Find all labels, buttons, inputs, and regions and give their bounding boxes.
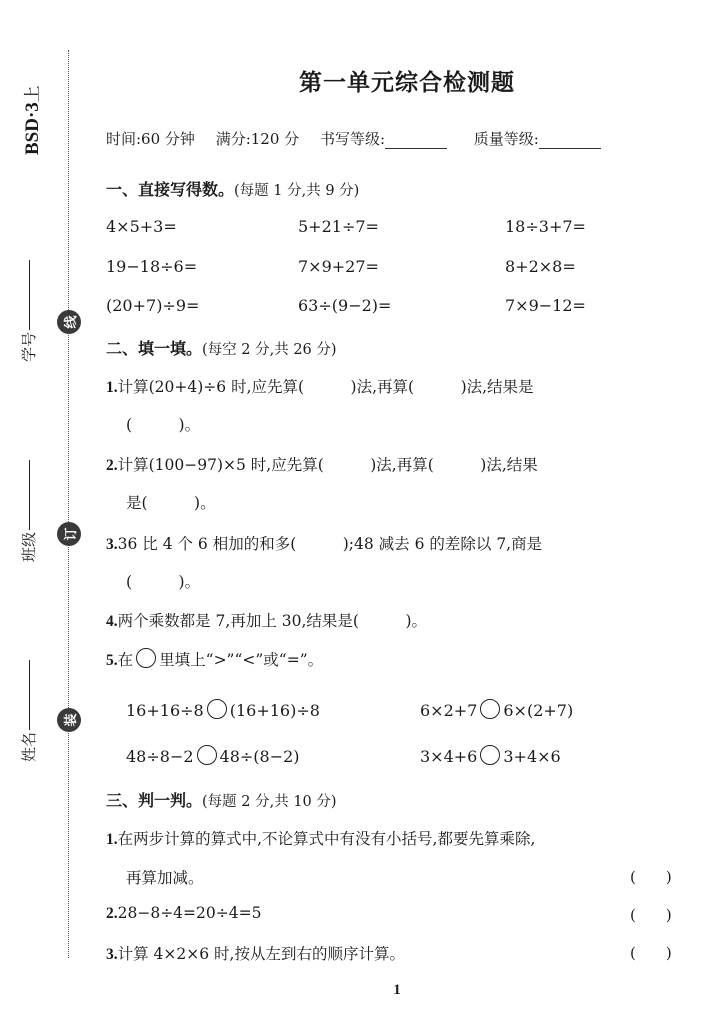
fill-item-5: 5.在 里填上“>”“<”或“=”。 <box>106 648 323 670</box>
compare-item: 16+16÷8 (16+16)÷8 <box>126 701 320 720</box>
calc-item: 7×9−12= <box>505 296 586 315</box>
fill-item-2: 2.计算(100−97)×5 时,应先算( )法,再算( )法,结果 <box>106 456 538 474</box>
page-title: 第一单元综合检测题 <box>299 70 515 96</box>
section3-heading: 三、判一判。(每题 2 分,共 10 分) <box>106 791 337 810</box>
page-number: 1 <box>393 982 401 998</box>
calc-item: 63÷(9−2)= <box>298 296 392 315</box>
calc-item: 19−18÷6= <box>106 257 198 276</box>
compare-circle[interactable] <box>480 699 500 719</box>
binding-dotted-line <box>68 50 69 958</box>
compare-circle[interactable] <box>480 745 500 765</box>
quality-grade-blank[interactable] <box>539 134 601 149</box>
judge-item-1: 1.在两步计算的算式中,不论算式中有没有小括号,都要先算乘除, <box>106 830 536 848</box>
binding-mark-line: 线 <box>57 310 81 334</box>
exam-info <box>106 128 601 149</box>
fill-item-3: 3.36 比 4 个 6 相加的和多( );48 减去 6 的差除以 7,商是 <box>106 535 543 553</box>
calc-item: 5+21÷7= <box>298 217 379 236</box>
binding-mark-staple: 订 <box>57 522 81 546</box>
student-id-field[interactable]: 学号 <box>18 260 39 362</box>
calc-item: 7×9+27= <box>298 257 379 276</box>
judge-item-3: 3.计算 4×2×6 时,按从左到右的顺序计算。 <box>106 945 405 963</box>
section2-heading: 二、填一填。(每空 2 分,共 26 分) <box>106 339 337 358</box>
full-score: 满分:120 分 <box>215 130 300 148</box>
compare-circle[interactable] <box>207 699 227 719</box>
time-limit: 时间:60 分钟 <box>106 130 195 148</box>
judge-answer-1[interactable]: ( ) <box>630 868 672 886</box>
compare-circle[interactable] <box>197 745 217 765</box>
compare-item: 6×2+7 6×(2+7) <box>420 701 574 720</box>
judge-item-1-cont: 再算加减。 <box>126 869 204 887</box>
fill-item-3-cont: ( )。 <box>126 573 201 591</box>
writing-grade-blank[interactable] <box>385 134 447 149</box>
fill-item-1-cont: ( )。 <box>126 416 201 434</box>
judge-item-2: 2.28−8÷4=20÷4=5 <box>106 904 262 922</box>
compare-item: 3×4+6 3+4×6 <box>420 747 561 766</box>
quality-grade-label: 质量等级: <box>473 130 539 148</box>
calc-item: 18÷3+7= <box>505 217 586 236</box>
calc-item: (20+7)÷9= <box>106 296 200 315</box>
compare-item: 48÷8−2 48÷(8−2) <box>126 747 300 766</box>
calc-item: 4×5+3= <box>106 217 177 236</box>
fill-item-2-cont: 是( )。 <box>126 494 216 512</box>
calc-item: 8+2×8= <box>505 257 576 276</box>
judge-answer-2[interactable]: ( ) <box>630 906 672 924</box>
writing-grade-label: 书写等级: <box>319 130 385 148</box>
name-field[interactable]: 姓名 <box>18 660 39 762</box>
fill-item-4: 4.两个乘数都是 7,再加上 30,结果是( )。 <box>106 612 428 630</box>
fill-item-1: 1.计算(20+4)÷6 时,应先算( )法,再算( )法,结果是 <box>106 378 534 396</box>
class-field[interactable]: 班级 <box>18 460 39 562</box>
circle-icon <box>136 648 156 668</box>
judge-answer-3[interactable]: ( ) <box>630 944 672 962</box>
section1-heading: 一、直接写得数。(每题 1 分,共 9 分) <box>106 180 360 199</box>
binding-mark-bind: 装 <box>57 708 81 732</box>
series-code: BSD·3上 <box>22 85 43 155</box>
